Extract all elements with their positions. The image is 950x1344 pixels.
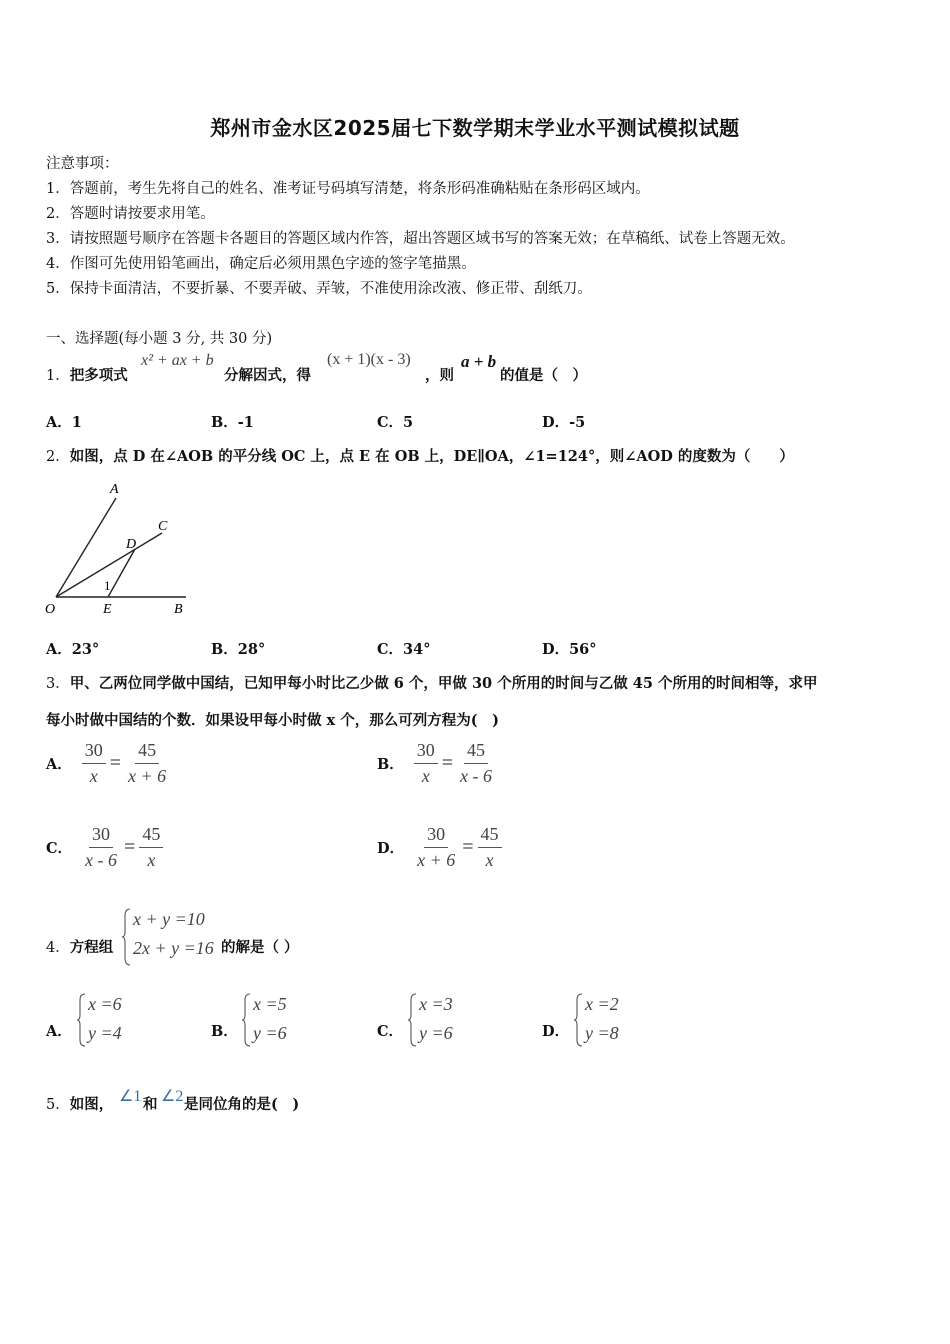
q1-text-2: 分解因式，得 [224, 367, 311, 384]
q4-option-a-label[interactable]: A． [46, 1023, 72, 1040]
equals-sign: = [441, 752, 454, 774]
q2-option-d[interactable]: D．56° [542, 641, 597, 658]
brace-icon [77, 993, 87, 1047]
segment-de [108, 549, 135, 597]
option-label: C． [46, 840, 73, 857]
q4-text-2: 的解是（ ） [221, 939, 299, 956]
question-number: 2． [46, 449, 70, 465]
q1-text-1: 把多项式 [69, 367, 128, 384]
question-number: 1． [46, 368, 70, 384]
q4-option-c-x: x =3 [419, 994, 453, 1014]
q4-option-d-y: y =8 [585, 1023, 619, 1043]
equals-sign: = [462, 836, 474, 858]
note-item: 4．作图可先使用铅笔画出，确定后必须用黑色字迹的签字笔描黑。 [46, 256, 476, 272]
label-angle-1: 1 [104, 578, 111, 593]
equals-sign: = [109, 752, 122, 774]
question-3-line-1 [46, 672, 817, 693]
q1-text-3: ，则 [425, 367, 454, 384]
question-number: 4． [46, 940, 70, 956]
fraction-right: $\frac{45}{x}$ [139, 824, 163, 871]
option-label: B． [377, 756, 404, 773]
question-1 [46, 364, 128, 385]
note-item: 3．请按照题号顺序在答题卡各题目的答题区域内作答，超出答题区域书写的答案无效；在草稿纸、试卷上答题无效。 [46, 231, 795, 247]
label-e: E [103, 602, 112, 617]
fraction-left: $\frac{30}{x}$ [414, 740, 438, 787]
fraction-right: $\frac{45}{x}$ [478, 824, 502, 871]
fraction-right: $\frac{45}{x - 6}$ [460, 740, 493, 786]
q2-option-a[interactable]: A．23° [46, 641, 100, 658]
option-label: D． [377, 840, 405, 857]
page-title: 郑州市金水区2025届七下数学期末学业水平测试模拟试题 [210, 116, 740, 140]
label-a: A [110, 482, 119, 497]
q1-option-d[interactable]: D．-5 [542, 414, 586, 431]
q1-option-b[interactable]: B．-1 [211, 414, 254, 431]
q4-option-c-y: y =6 [419, 1023, 453, 1043]
brace-icon [574, 993, 584, 1047]
q3-option-b[interactable] [377, 740, 495, 787]
q4-option-a-y: y =4 [88, 1023, 122, 1043]
equals-sign: = [124, 836, 136, 858]
q4-option-a-x: x =6 [88, 994, 122, 1014]
q1-option-c[interactable]: C．5 [377, 414, 414, 431]
q4-text-1: 方程组 [69, 939, 114, 956]
q5-text-2: 和 [143, 1096, 158, 1113]
q4-option-b-y: y =6 [253, 1023, 287, 1043]
q2-option-b[interactable]: B．28° [211, 641, 266, 658]
question-number: 3． [46, 676, 70, 692]
q4-option-d-label[interactable]: D． [542, 1023, 570, 1040]
q2-option-c[interactable]: C．34° [377, 641, 431, 658]
q3-option-c[interactable] [46, 824, 163, 871]
brace-icon [242, 993, 252, 1047]
angle-2-symbol: ∠2 [161, 1088, 184, 1105]
q1-polynomial: x² + ax + b [141, 352, 214, 369]
q4-option-c-label[interactable]: C． [377, 1023, 404, 1040]
note-item: 1．答题前，考生先将自己的姓名、准考证号码填写清楚，将条形码准确粘贴在条形码区域内。 [46, 181, 650, 197]
label-o: O [45, 602, 56, 617]
label-c: C [158, 519, 168, 534]
label-b: B [174, 602, 183, 617]
angle-1-symbol: ∠1 [119, 1088, 142, 1105]
question-5 [46, 1093, 113, 1114]
brace-icon [122, 908, 132, 966]
q5-text-1: 如图， [69, 1096, 114, 1113]
angle-figure [40, 478, 200, 618]
fraction-left: $\frac{30}{x}$ [82, 740, 106, 787]
q3-option-a[interactable] [46, 740, 169, 787]
q1-factored: (x + 1)(x - 3) [327, 351, 411, 368]
notes-heading: 注意事项： [46, 156, 119, 172]
q3-text-1: 甲、乙两位同学做中国结，已知甲每小时比乙少做 6 个，甲做 30 个所用的时间与乙做 45 个所用的时间相等，求甲 [69, 675, 818, 692]
q2-text: 如图，点 D 在∠AOB 的平分线 OC 上，点 E 在 OB 上，DE∥OA，∠1=124°，则∠AOD 的度数为（ ） [69, 448, 794, 465]
q4-option-b-x: x =5 [253, 994, 287, 1014]
q3-option-d[interactable] [377, 824, 502, 871]
option-label: A． [46, 756, 72, 773]
question-3-line-2: 每小时做中国结的个数．如果设甲每小时做 x 个，那么可列方程为( ) [46, 712, 499, 729]
q1-text-4: 的值是（ ） [500, 367, 587, 384]
note-item: 2．答题时请按要求用笔。 [46, 206, 215, 222]
q1-option-a[interactable]: A．1 [46, 414, 82, 431]
fraction-right: $\frac{45}{x + 6}$ [128, 740, 167, 786]
q1-sum: a + b [461, 352, 497, 371]
note-item: 5．保持卡面清洁，不要折暴、不要弄破、弄皱，不准使用涂改液、修正带、刮纸刀。 [46, 281, 592, 297]
q4-option-b-label[interactable]: B． [211, 1023, 238, 1040]
brace-icon [408, 993, 418, 1047]
label-d: D [126, 537, 137, 552]
question-number: 5． [46, 1097, 70, 1113]
section-heading: 一、选择题(每小题 3 分, 共 30 分) [46, 331, 273, 347]
fraction-left: $\frac{30}{x + 6}$ [417, 824, 456, 870]
system-eq-2: 2x + y =16 [133, 938, 214, 958]
q4-option-d-x: x =2 [585, 994, 619, 1014]
q5-text-3: 是同位角的是( ) [184, 1096, 300, 1113]
system-eq-1: x + y =10 [133, 909, 205, 929]
fraction-left: $\frac{30}{x - 6}$ [85, 824, 118, 870]
question-2 [46, 445, 794, 466]
question-4 [46, 936, 113, 957]
